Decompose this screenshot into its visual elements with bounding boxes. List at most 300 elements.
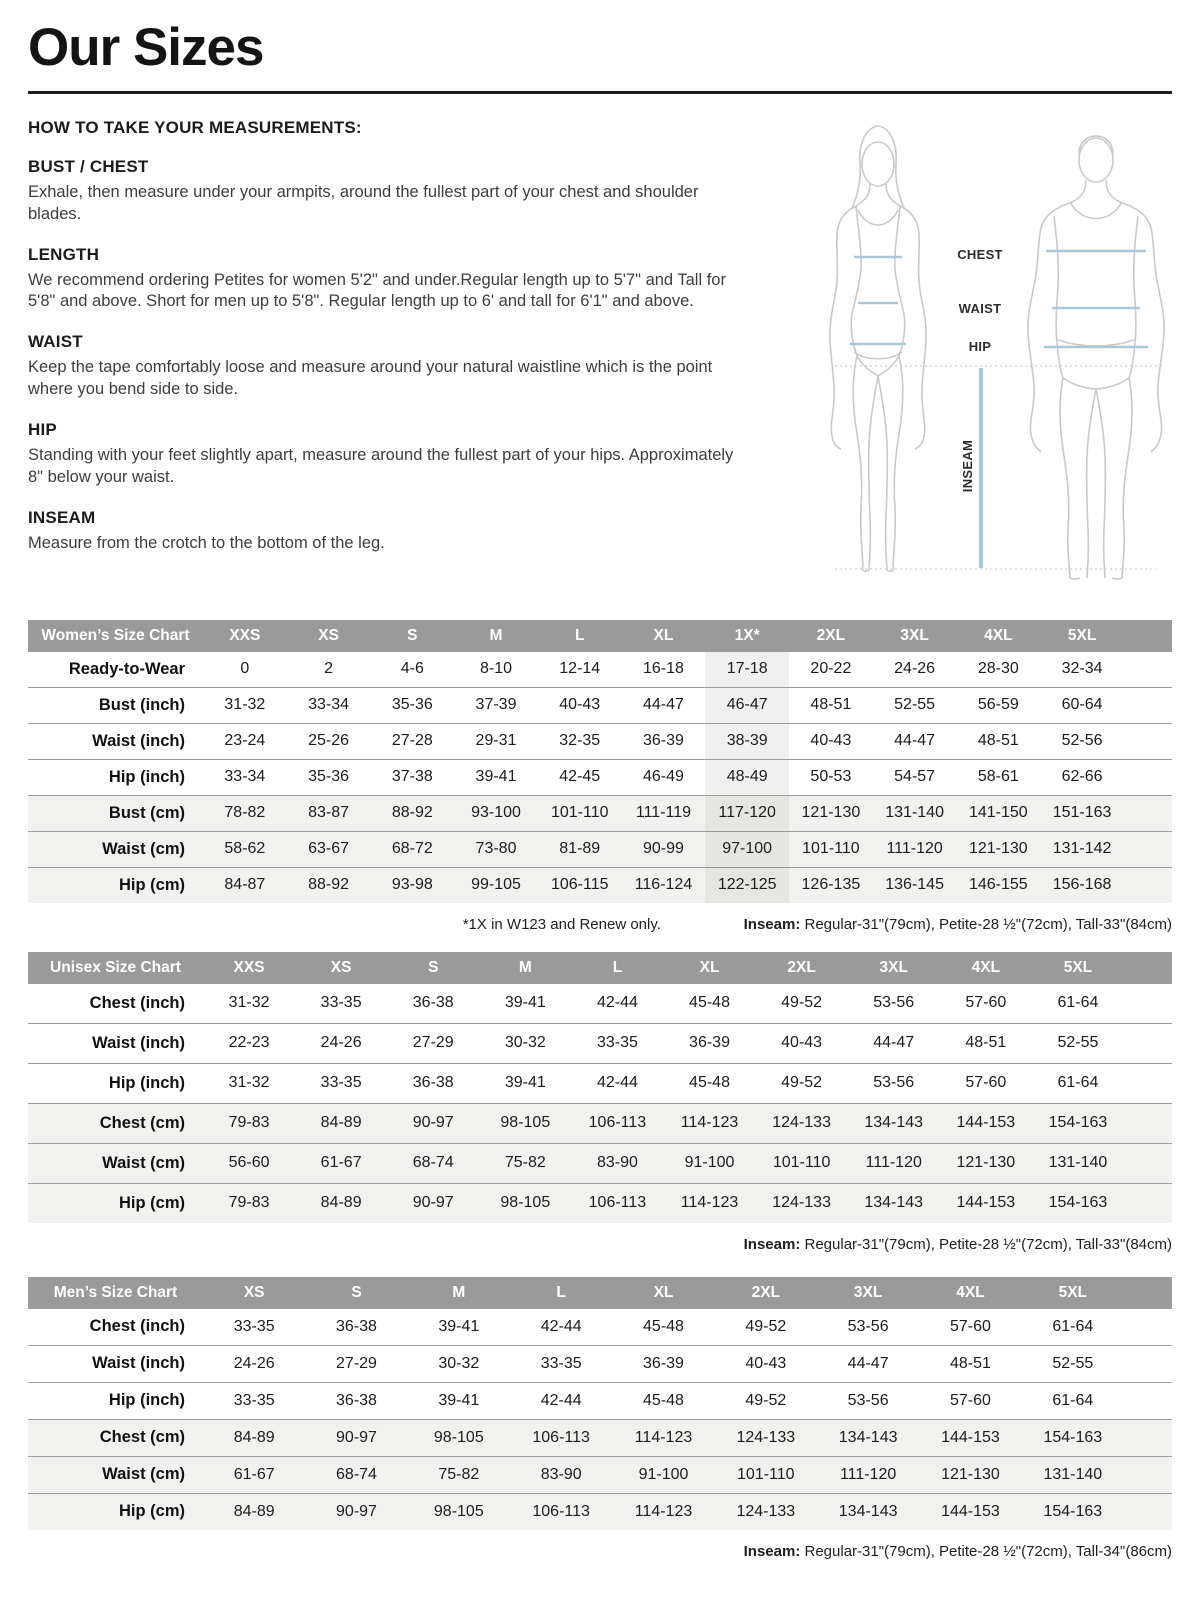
spacer-cell <box>1124 1063 1172 1103</box>
size-value-cell: 36-38 <box>305 1382 407 1419</box>
size-value-cell: 48-51 <box>956 723 1040 759</box>
size-value-cell: 121-130 <box>956 831 1040 867</box>
size-value-cell: 88-92 <box>370 795 454 831</box>
size-value-cell: 16-18 <box>642 660 684 678</box>
spacer-cell <box>1124 687 1172 723</box>
section-body: Measure from the crotch to the bottom of the leg. <box>28 534 385 553</box>
row-label: Hip (cm) <box>28 1183 203 1223</box>
size-value-cell: 33-35 <box>295 1063 387 1103</box>
size-value-cell: 27-28 <box>370 723 454 759</box>
size-value-cell: 111-120 <box>817 1456 919 1493</box>
size-column-header: XL <box>612 1277 714 1309</box>
size-value-cell: 24-26 <box>295 1023 387 1063</box>
table-row <box>28 1419 1172 1456</box>
row-label: Hip (cm) <box>28 867 203 903</box>
chest-label: CHEST <box>957 246 1003 262</box>
spacer-cell <box>1124 1183 1172 1223</box>
size-value-cell: 33-35 <box>203 1382 305 1419</box>
size-value-cell: 44-47 <box>817 1345 919 1382</box>
size-value-cell: 24-26 <box>203 1345 305 1382</box>
size-value-cell: 122-125 <box>705 867 789 903</box>
man-outline <box>1028 136 1164 579</box>
size-value-cell: 56-60 <box>203 1143 295 1183</box>
size-value-cell: 126-135 <box>789 867 873 903</box>
size-value-cell: 111-119 <box>622 795 706 831</box>
table-row <box>28 1309 1172 1346</box>
size-value-cell: 83-90 <box>510 1456 612 1493</box>
size-value-cell: 154-163 <box>1022 1419 1124 1456</box>
size-value-cell: 93-100 <box>454 795 538 831</box>
spacer-cell <box>1124 1382 1172 1419</box>
size-column-header: 3XL <box>848 952 940 984</box>
size-value-cell: 90-97 <box>305 1493 407 1530</box>
size-value-cell: 75-82 <box>408 1456 510 1493</box>
size-value-cell: 62-66 <box>1040 759 1124 795</box>
size-value-cell: 124-133 <box>715 1493 817 1530</box>
size-value-cell: 45-48 <box>663 1063 755 1103</box>
size-value-cell: 144-153 <box>919 1419 1021 1456</box>
table-row <box>28 1063 1172 1103</box>
size-column-header: 2XL <box>715 1277 817 1309</box>
row-label: Waist (inch) <box>28 1023 203 1063</box>
size-value-cell: 121-130 <box>919 1456 1021 1493</box>
size-value-cell: 73-80 <box>454 831 538 867</box>
size-value-cell: 22-23 <box>203 1023 295 1063</box>
size-value-cell: 27-29 <box>387 1023 479 1063</box>
size-value-cell: 90-99 <box>622 831 706 867</box>
row-label: Hip (inch) <box>28 1063 203 1103</box>
size-value-cell: 28-30 <box>977 660 1019 678</box>
waist-label: WAIST <box>958 300 1002 316</box>
size-value-cell: 84-89 <box>295 1183 387 1223</box>
size-column-header: 2XL <box>789 620 873 652</box>
size-value-cell: 124-133 <box>756 1183 848 1223</box>
size-column-header: 5XL <box>1040 620 1124 652</box>
size-value-cell: 131-140 <box>1022 1456 1124 1493</box>
size-value-cell: 98-105 <box>408 1493 510 1530</box>
size-value-cell: 4-6 <box>400 660 424 678</box>
size-value-cell: 61-67 <box>295 1143 387 1183</box>
size-value-cell: 52-56 <box>1040 723 1124 759</box>
size-value-cell: 24-26 <box>894 660 936 678</box>
row-label: Chest (inch) <box>89 993 185 1012</box>
size-value-cell: 61-64 <box>1052 1317 1094 1335</box>
table-row <box>28 1382 1172 1419</box>
size-value-cell: 42-44 <box>596 994 638 1012</box>
spacer-cell <box>1124 652 1172 688</box>
row-label: Ready-to-Wear <box>68 659 185 678</box>
section-body: Exhale, then measure under your armpits, around the fullest part of your chest and shoulder blades. <box>28 182 699 223</box>
section-heading: LENGTH <box>28 244 100 264</box>
mens-size-table <box>28 1277 1172 1530</box>
inseam-label: INSEAM <box>960 439 975 492</box>
size-value-cell: 134-143 <box>817 1493 919 1530</box>
size-column-header: XL <box>663 952 755 984</box>
size-value-cell: 101-110 <box>756 1143 848 1183</box>
size-value-cell: 32-35 <box>538 723 622 759</box>
table-row <box>28 687 1172 723</box>
size-value-cell: 98-105 <box>479 1103 571 1143</box>
size-value-cell: 29-31 <box>454 723 538 759</box>
size-value-cell: 124-133 <box>715 1419 817 1456</box>
mens-size-chart <box>28 1277 1172 1560</box>
size-column-header: 1X* <box>705 620 789 652</box>
size-value-cell: 111-120 <box>848 1143 940 1183</box>
womens-size-chart <box>28 620 1172 933</box>
spacer-cell <box>1124 1023 1172 1063</box>
size-value-cell: 121-130 <box>940 1143 1032 1183</box>
spacer-cell <box>1124 1419 1172 1456</box>
row-label: Waist (cm) <box>28 1143 203 1183</box>
size-column-header: XL <box>622 620 706 652</box>
table-row <box>28 1023 1172 1063</box>
section-heading: WAIST <box>28 332 83 352</box>
size-value-cell: 117-120 <box>705 795 789 831</box>
size-column-header: XS <box>295 952 387 984</box>
inseam-note-label: Inseam: <box>743 1542 801 1560</box>
inseam-note-text: Regular-31"(79cm), Petite-28 ½"(72cm), Tall-33"(84cm) <box>800 915 1172 933</box>
size-value-cell: 106-113 <box>510 1419 612 1456</box>
size-value-cell: 39-41 <box>504 994 546 1012</box>
size-column-header: 4XL <box>919 1277 1021 1309</box>
size-column-header: 4XL <box>956 620 1040 652</box>
section-body: We recommend ordering Petites for women 5'2" and under.Regular length up to 5'7" and Tall for 5'8" and above. Short for men up to 5'8". Regular length up to 6' and tall for 6'1" and above. <box>28 270 726 311</box>
size-value-cell: 156-168 <box>1040 867 1124 903</box>
size-value-cell: 33-35 <box>233 1317 275 1335</box>
inseam-note-label: Inseam: <box>743 1235 801 1253</box>
row-label: Waist (inch) <box>28 723 203 759</box>
size-value-cell: 45-48 <box>689 994 730 1012</box>
section-inseam <box>28 508 750 555</box>
size-value-cell: 33-34 <box>287 687 371 723</box>
size-value-cell: 23-24 <box>203 723 287 759</box>
unisex-size-chart <box>28 952 1172 1253</box>
table-row <box>28 984 1172 1024</box>
row-label: Bust (inch) <box>28 687 203 723</box>
size-value-cell: 79-83 <box>203 1183 295 1223</box>
size-value-cell: 53-56 <box>848 1063 940 1103</box>
size-value-cell: 98-105 <box>479 1183 571 1223</box>
size-value-cell: 39-41 <box>408 1382 510 1419</box>
womens-size-table <box>28 620 1172 903</box>
size-value-cell: 45-48 <box>612 1382 714 1419</box>
size-column-header: XS <box>287 620 371 652</box>
size-value-cell: 84-89 <box>203 1493 305 1530</box>
size-value-cell: 84-89 <box>295 1103 387 1143</box>
spacer-cell <box>1124 1493 1172 1530</box>
size-value-cell: 49-52 <box>756 1063 848 1103</box>
section-body: Keep the tape comfortably loose and measure around your natural waistline which is the point where you bend side to side. <box>28 358 713 399</box>
size-value-cell: 48-51 <box>919 1345 1021 1382</box>
size-value-cell: 44-47 <box>622 687 706 723</box>
size-value-cell: 99-105 <box>454 867 538 903</box>
size-value-cell: 88-92 <box>287 867 371 903</box>
size-value-cell: 131-142 <box>1040 831 1124 867</box>
womens-table-footnotes <box>28 916 1172 933</box>
size-value-cell: 116-124 <box>622 867 706 903</box>
section-bust-chest <box>28 157 750 226</box>
size-value-cell: 114-123 <box>663 1103 755 1143</box>
1x-footnote: *1X in W123 and Renew only. <box>462 915 661 933</box>
size-value-cell: 36-38 <box>387 1063 479 1103</box>
table-row <box>28 1143 1172 1183</box>
size-value-cell: 53-56 <box>847 1317 889 1335</box>
size-value-cell: 68-74 <box>387 1143 479 1183</box>
spacer-cell <box>1124 867 1172 903</box>
size-value-cell: 33-35 <box>320 994 362 1012</box>
size-value-cell: 98-105 <box>408 1419 510 1456</box>
size-value-cell: 31-32 <box>203 1063 295 1103</box>
table-row <box>28 1456 1172 1493</box>
size-value-cell: 8-10 <box>480 660 513 678</box>
size-value-cell: 78-82 <box>203 795 287 831</box>
size-value-cell: 48-51 <box>789 687 873 723</box>
size-value-cell: 141-150 <box>956 795 1040 831</box>
size-value-cell: 61-64 <box>1057 994 1099 1012</box>
size-value-cell: 31-32 <box>228 994 270 1012</box>
spacer-cell <box>1124 723 1172 759</box>
section-heading: HIP <box>28 420 57 440</box>
size-value-cell: 144-153 <box>940 1103 1032 1143</box>
size-column-header: L <box>571 952 663 984</box>
table-row <box>28 831 1172 867</box>
size-value-cell: 91-100 <box>663 1143 755 1183</box>
row-label: Hip (inch) <box>28 759 203 795</box>
table-row <box>28 1103 1172 1143</box>
size-value-cell: 154-163 <box>1032 1103 1124 1143</box>
size-value-cell: 12-14 <box>559 660 601 678</box>
size-value-cell: 42-44 <box>510 1382 612 1419</box>
size-column-header: 5XL <box>1032 952 1124 984</box>
table-row <box>28 1345 1172 1382</box>
size-value-cell: 35-36 <box>370 687 454 723</box>
mens-inseam-note <box>28 1543 1172 1560</box>
measurement-figure <box>750 118 1172 580</box>
table-row <box>28 867 1172 903</box>
size-value-cell: 2 <box>324 660 334 678</box>
size-value-cell: 134-143 <box>817 1419 919 1456</box>
size-value-cell: 136-145 <box>873 867 957 903</box>
size-value-cell: 90-97 <box>387 1183 479 1223</box>
inseam-note-text: Regular-31"(79cm), Petite-28 ½"(72cm), Tall-34"(86cm) <box>800 1542 1172 1560</box>
size-column-header: 3XL <box>873 620 957 652</box>
spacer-cell <box>1124 1277 1172 1309</box>
size-column-header: XS <box>203 1277 305 1309</box>
size-value-cell: 37-39 <box>454 687 538 723</box>
size-value-cell: 46-49 <box>622 759 706 795</box>
spacer-cell <box>1124 1143 1172 1183</box>
size-column-header: M <box>408 1277 510 1309</box>
size-value-cell: 134-143 <box>848 1183 940 1223</box>
woman-outline <box>830 126 926 571</box>
size-value-cell: 91-100 <box>612 1456 714 1493</box>
size-value-cell: 54-57 <box>873 759 957 795</box>
spacer-cell <box>1124 1309 1172 1346</box>
unisex-size-table <box>28 952 1172 1223</box>
size-value-cell: 131-140 <box>1032 1143 1124 1183</box>
size-value-cell: 52-55 <box>1022 1345 1124 1382</box>
size-value-cell: 68-74 <box>305 1456 407 1493</box>
size-value-cell: 25-26 <box>287 723 371 759</box>
size-value-cell: 58-61 <box>956 759 1040 795</box>
table-row <box>28 759 1172 795</box>
spacer-cell <box>1124 795 1172 831</box>
size-value-cell: 114-123 <box>663 1183 755 1223</box>
size-column-header: S <box>387 952 479 984</box>
size-value-cell: 60-64 <box>1040 687 1124 723</box>
size-value-cell: 81-89 <box>538 831 622 867</box>
row-label: Chest (cm) <box>28 1103 203 1143</box>
size-value-cell: 57-60 <box>940 1063 1032 1103</box>
size-value-cell: 57-60 <box>919 1382 1021 1419</box>
womens-inseam-note <box>744 916 1172 933</box>
size-value-cell: 134-143 <box>848 1103 940 1143</box>
size-value-cell: 124-133 <box>756 1103 848 1143</box>
size-value-cell: 36-38 <box>412 994 454 1012</box>
size-value-cell: 144-153 <box>919 1493 1021 1530</box>
size-column-header: 2XL <box>756 952 848 984</box>
table-row <box>28 1493 1172 1530</box>
size-column-header: XXS <box>203 952 295 984</box>
size-column-header: S <box>305 1277 407 1309</box>
spacer-cell <box>1124 831 1172 867</box>
size-value-cell: 40-43 <box>538 687 622 723</box>
hip-label: HIP <box>968 338 992 354</box>
size-value-cell: 97-100 <box>705 831 789 867</box>
size-value-cell: 61-64 <box>1032 1063 1124 1103</box>
row-label: Chest (inch) <box>89 1317 185 1336</box>
size-value-cell: 63-67 <box>287 831 371 867</box>
size-value-cell: 154-163 <box>1022 1493 1124 1530</box>
size-value-cell: 30-32 <box>408 1345 510 1382</box>
size-column-header: 4XL <box>940 952 1032 984</box>
size-value-cell: 44-47 <box>848 1023 940 1063</box>
size-value-cell: 35-36 <box>287 759 371 795</box>
spacer-cell <box>1124 1456 1172 1493</box>
size-value-cell: 154-163 <box>1032 1183 1124 1223</box>
row-label: Bust (cm) <box>28 795 203 831</box>
section-heading: BUST / CHEST <box>28 156 149 176</box>
size-value-cell: 84-87 <box>203 867 287 903</box>
size-value-cell: 111-120 <box>873 831 957 867</box>
row-label: Hip (inch) <box>28 1382 203 1419</box>
size-value-cell: 114-123 <box>612 1493 714 1530</box>
size-value-cell: 114-123 <box>612 1419 714 1456</box>
size-value-cell: 42-44 <box>540 1317 582 1335</box>
size-value-cell: 106-113 <box>510 1493 612 1530</box>
size-value-cell: 68-72 <box>370 831 454 867</box>
section-waist <box>28 332 750 401</box>
section-length <box>28 245 750 314</box>
size-value-cell: 101-110 <box>715 1456 817 1493</box>
size-value-cell: 52-55 <box>873 687 957 723</box>
page-title: Our Sizes <box>28 18 264 77</box>
size-value-cell: 42-45 <box>538 759 622 795</box>
size-value-cell: 90-97 <box>387 1103 479 1143</box>
size-value-cell: 37-38 <box>370 759 454 795</box>
size-value-cell: 36-38 <box>336 1317 377 1335</box>
size-value-cell: 27-29 <box>305 1345 407 1382</box>
size-value-cell: 32-34 <box>1061 660 1103 678</box>
size-value-cell: 83-87 <box>287 795 371 831</box>
size-value-cell: 42-44 <box>571 1063 663 1103</box>
size-value-cell: 56-59 <box>956 687 1040 723</box>
size-value-cell: 48-51 <box>940 1023 1032 1063</box>
size-value-cell: 83-90 <box>571 1143 663 1183</box>
row-label: Waist (cm) <box>28 831 203 867</box>
size-value-cell: 33-35 <box>571 1023 663 1063</box>
size-value-cell: 40-43 <box>715 1345 817 1382</box>
size-value-cell: 46-47 <box>705 687 789 723</box>
size-value-cell: 50-53 <box>789 759 873 795</box>
section-hip <box>28 420 750 489</box>
table-row <box>28 723 1172 759</box>
size-table <box>28 952 1172 1223</box>
spacer-cell <box>1124 984 1172 1024</box>
size-value-cell: 44-47 <box>873 723 957 759</box>
size-table <box>28 1277 1172 1530</box>
size-value-cell: 101-110 <box>789 831 873 867</box>
unisex-inseam-note <box>28 1236 1172 1253</box>
spacer-cell <box>1124 952 1172 984</box>
size-value-cell: 61-64 <box>1022 1382 1124 1419</box>
size-value-cell: 39-41 <box>438 1317 480 1335</box>
size-value-cell: 90-97 <box>305 1419 407 1456</box>
size-value-cell: 30-32 <box>479 1023 571 1063</box>
size-value-cell: 57-60 <box>965 994 1007 1012</box>
size-value-cell: 33-34 <box>203 759 287 795</box>
table-title-cell: Unisex Size Chart <box>28 952 203 984</box>
row-label: Chest (cm) <box>28 1419 203 1456</box>
size-value-cell: 36-39 <box>663 1023 755 1063</box>
size-value-cell: 36-39 <box>612 1345 714 1382</box>
spacer-cell <box>1124 1103 1172 1143</box>
table-row <box>28 1183 1172 1223</box>
size-value-cell: 121-130 <box>789 795 873 831</box>
measurement-intro-row <box>28 118 1172 580</box>
size-value-cell: 39-41 <box>479 1063 571 1103</box>
size-value-cell: 93-98 <box>370 867 454 903</box>
size-value-cell: 49-52 <box>745 1317 787 1335</box>
body-measurement-illustration <box>790 118 1172 580</box>
table-row <box>28 652 1172 688</box>
size-value-cell: 20-22 <box>810 660 852 678</box>
size-value-cell: 45-48 <box>643 1317 684 1335</box>
spacer-cell <box>1124 759 1172 795</box>
size-value-cell: 106-113 <box>571 1103 663 1143</box>
size-value-cell: 49-52 <box>715 1382 817 1419</box>
size-value-cell: 0 <box>240 660 250 678</box>
table-title-cell: Men’s Size Chart <box>28 1277 203 1309</box>
size-value-cell: 57-60 <box>950 1317 991 1335</box>
size-column-header: M <box>479 952 571 984</box>
row-label: Waist (inch) <box>28 1345 203 1382</box>
inseam-note-label: Inseam: <box>743 915 801 933</box>
size-value-cell: 36-39 <box>622 723 706 759</box>
how-to-heading: HOW TO TAKE YOUR MEASUREMENTS: <box>28 117 362 137</box>
inseam-note-text: Regular-31"(79cm), Petite-28 ½"(72cm), Tall-33"(84cm) <box>800 1235 1172 1253</box>
size-value-cell: 151-163 <box>1040 795 1124 831</box>
size-value-cell: 106-113 <box>571 1183 663 1223</box>
size-column-header: XXS <box>203 620 287 652</box>
size-value-cell: 75-82 <box>479 1143 571 1183</box>
table-title-cell: Women’s Size Chart <box>28 620 203 652</box>
size-value-cell: 52-55 <box>1032 1023 1124 1063</box>
spacer-cell <box>1124 1345 1172 1382</box>
size-column-header: 3XL <box>817 1277 919 1309</box>
measurement-instructions <box>28 118 750 580</box>
size-value-cell: 40-43 <box>756 1023 848 1063</box>
